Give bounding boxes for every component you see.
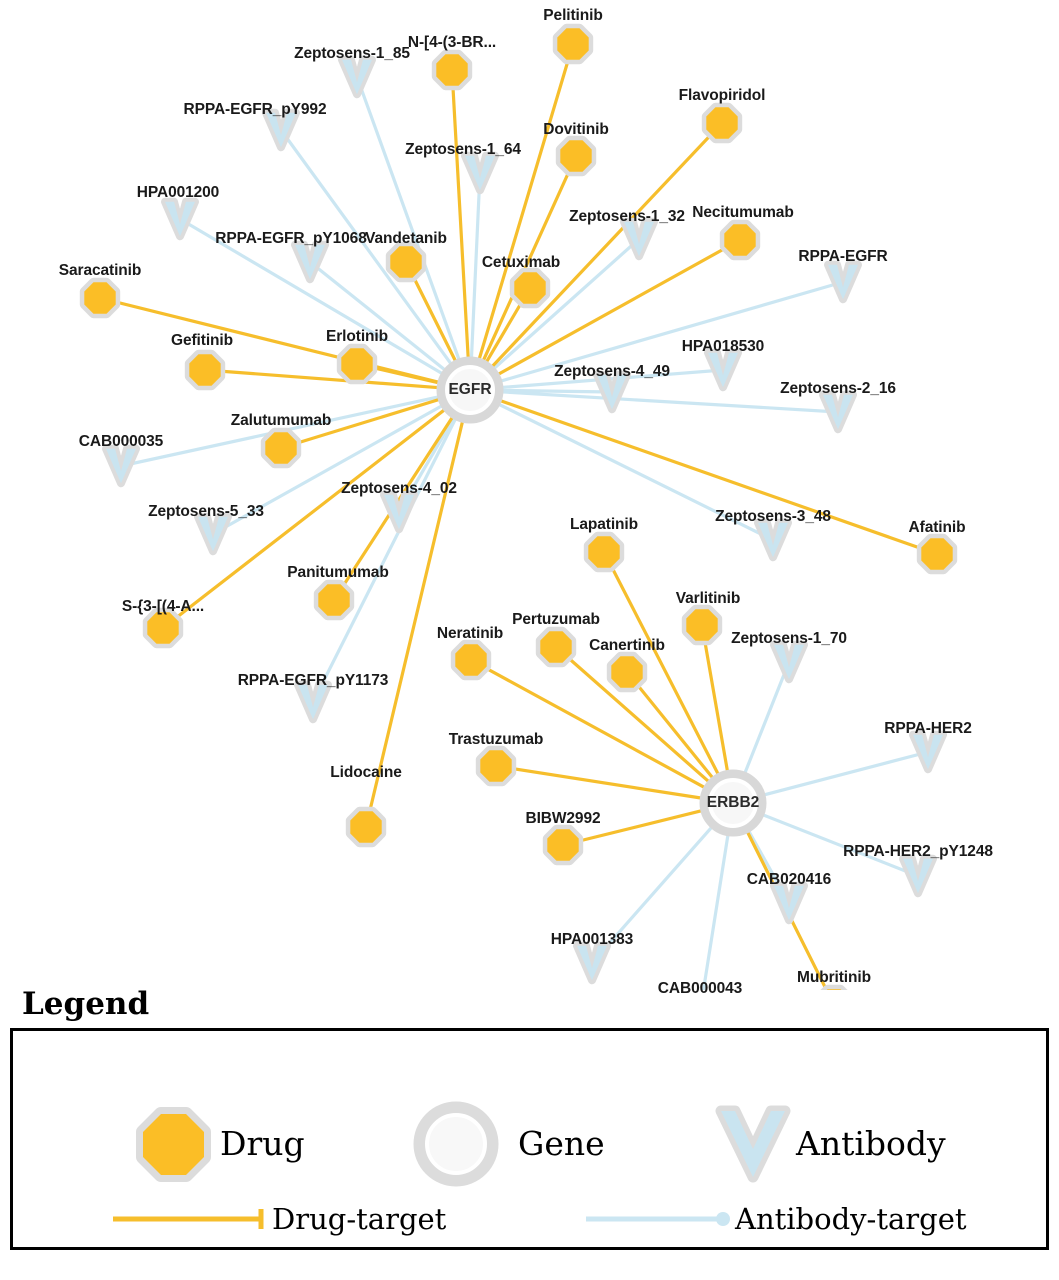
drug-shape xyxy=(265,432,296,463)
antibody-node[interactable] xyxy=(823,395,853,430)
drug-label: Lidocaine xyxy=(330,764,402,781)
edge-drug-target xyxy=(495,399,937,554)
legend-drug-edge xyxy=(113,1209,261,1229)
drug-label: Panitumumab xyxy=(287,564,389,581)
antibody-node[interactable] xyxy=(758,523,788,558)
antibody-label: CAB000035 xyxy=(78,433,164,450)
antibody-label: CAB020416 xyxy=(746,871,832,888)
drug-node[interactable] xyxy=(436,54,467,85)
legend-label-gene: Gene xyxy=(518,1124,605,1163)
drug-node[interactable] xyxy=(540,631,571,662)
antibody-node[interactable] xyxy=(903,859,933,894)
drug-label: N-[4-(3-BR... xyxy=(407,34,497,51)
drug-label: Neratinib xyxy=(436,625,504,642)
drug-shape xyxy=(341,348,372,379)
drug-node[interactable] xyxy=(147,612,178,643)
antibody-node[interactable] xyxy=(165,202,195,237)
drug-label: Zalutumumab xyxy=(230,412,332,429)
legend-label-drug: Drug xyxy=(220,1124,305,1163)
drug-shape xyxy=(147,612,178,643)
drug-shape xyxy=(455,644,486,675)
antibody-label: Zeptosens-1_70 xyxy=(731,630,847,647)
edge-drug-target xyxy=(702,625,729,777)
drug-node[interactable] xyxy=(480,750,511,781)
drug-label: Flavopiridol xyxy=(678,87,766,104)
edge-drug-target xyxy=(205,370,444,388)
drug-label: Pertuzumab xyxy=(512,611,600,628)
antibody-label: HPA018530 xyxy=(681,338,765,355)
drug-shape xyxy=(706,107,737,138)
edge-antibody-target xyxy=(471,173,480,364)
legend-antibody-icon xyxy=(721,1111,785,1177)
antibody-label: RPPA-EGFR_pY992 xyxy=(183,101,327,118)
drug-shape xyxy=(686,609,717,640)
antibody-node[interactable] xyxy=(577,946,607,981)
drug-label: Cetuximab xyxy=(481,254,561,271)
antibody-label: CAB000043 xyxy=(657,980,743,997)
antibody-label: RPPA-HER2_pY1248 xyxy=(843,843,993,860)
antibody-label: RPPA-EGFR_pY1068 xyxy=(215,230,367,247)
legend-box xyxy=(10,1028,1049,1250)
drug-node[interactable] xyxy=(84,282,115,313)
drug-node[interactable] xyxy=(455,644,486,675)
antibody-label: Zeptosens-2_16 xyxy=(780,380,896,397)
drug-shape xyxy=(189,354,220,385)
edge-antibody-target xyxy=(758,752,928,796)
drug-node[interactable] xyxy=(686,609,717,640)
drug-shape xyxy=(540,631,571,662)
antibody-label: HPA001383 xyxy=(550,931,634,948)
antibody-node[interactable] xyxy=(198,517,228,552)
drug-label: Dovitinib xyxy=(543,121,609,138)
drug-label: Canertinib xyxy=(589,637,665,654)
drug-shape xyxy=(921,538,952,569)
legend-label-antibody-target: Antibody-target xyxy=(735,1202,967,1236)
drug-label: Varlitinib xyxy=(675,590,741,607)
antibody-node[interactable] xyxy=(913,735,943,770)
drug-shape xyxy=(588,536,619,567)
drug-label: BIBW2992 xyxy=(525,810,601,827)
antibody-node[interactable] xyxy=(342,60,372,95)
legend-label-drug-target: Drug-target xyxy=(272,1202,447,1236)
antibody-label: Zeptosens-4_49 xyxy=(554,363,670,380)
drug-shape xyxy=(480,750,511,781)
drug-node[interactable] xyxy=(265,432,296,463)
antibody-node[interactable] xyxy=(708,353,738,388)
antibody-node[interactable] xyxy=(295,245,325,280)
drug-node[interactable] xyxy=(724,224,755,255)
drug-shape xyxy=(514,272,545,303)
drug-shape xyxy=(350,811,381,842)
drug-node[interactable] xyxy=(547,829,578,860)
gene-label: EGFR xyxy=(448,381,492,398)
antibody-label: RPPA-EGFR_pY1173 xyxy=(237,672,389,689)
drug-node[interactable] xyxy=(921,538,952,569)
drug-label: Lapatinib xyxy=(570,516,638,533)
drug-node[interactable] xyxy=(560,140,591,171)
antibody-label: Zeptosens-4_02 xyxy=(341,480,457,497)
antibody-node[interactable] xyxy=(465,156,495,191)
legend-antibody-edge xyxy=(586,1212,730,1226)
antibody-label: RPPA-HER2 xyxy=(884,720,972,737)
drug-node[interactable] xyxy=(557,28,588,59)
drug-label: Erlotinib xyxy=(326,328,388,345)
antibody-node[interactable] xyxy=(774,886,804,921)
antibody-node[interactable] xyxy=(774,645,804,680)
antibody-label: Zeptosens-1_64 xyxy=(405,141,521,158)
edge-antibody-target xyxy=(700,829,729,990)
drug-node[interactable] xyxy=(350,811,381,842)
drug-node[interactable] xyxy=(318,584,349,615)
drug-label: Trastuzumab xyxy=(448,731,544,748)
drug-shape xyxy=(84,282,115,313)
drug-label: Vandetanib xyxy=(365,230,447,247)
drug-shape xyxy=(560,140,591,171)
drug-label: Afatinib xyxy=(908,519,966,536)
drug-node[interactable] xyxy=(514,272,545,303)
drug-shape xyxy=(318,584,349,615)
drug-node[interactable] xyxy=(588,536,619,567)
antibody-node[interactable] xyxy=(106,449,136,484)
legend-gene-icon xyxy=(420,1108,492,1180)
edge-drug-target xyxy=(477,44,573,365)
drug-label: Necitumumab xyxy=(692,204,794,221)
drug-label: Gefitinib xyxy=(171,332,233,349)
edge-antibody-target xyxy=(743,662,789,779)
antibody-label: Zeptosens-1_85 xyxy=(294,45,410,62)
drug-label: Mubritinib xyxy=(797,969,871,986)
gene-label: ERBB2 xyxy=(706,794,760,811)
drug-node[interactable] xyxy=(390,246,421,277)
antibody-label: Zeptosens-5_33 xyxy=(148,503,264,520)
edge-antibody-target xyxy=(357,77,461,366)
drug-node[interactable] xyxy=(706,107,737,138)
legend-label-antibody: Antibody xyxy=(796,1124,946,1163)
antibody-node[interactable] xyxy=(828,265,858,300)
drug-node[interactable] xyxy=(341,348,372,379)
antibody-label: RPPA-EGFR xyxy=(798,248,888,265)
legend-title: Legend xyxy=(22,986,150,1022)
drug-shape xyxy=(611,656,642,687)
antibody-label: HPA001200 xyxy=(136,184,220,201)
drug-label: S-{3-[(4-A... xyxy=(121,598,205,615)
antibody-label: Zeptosens-3_48 xyxy=(715,508,831,525)
edge-drug-target xyxy=(488,123,722,371)
antibody-node[interactable] xyxy=(624,222,654,257)
drug-label: Saracatinib xyxy=(58,262,142,279)
legend-drug-icon xyxy=(143,1114,204,1175)
drug-shape xyxy=(557,28,588,59)
drug-shape xyxy=(547,829,578,860)
drug-shape xyxy=(436,54,467,85)
edge-drug-target xyxy=(627,672,717,783)
antibody-label: Zeptosens-1_32 xyxy=(569,208,685,225)
drug-label: Pelitinib xyxy=(543,7,603,24)
drug-node[interactable] xyxy=(611,656,642,687)
drug-shape xyxy=(724,224,755,255)
drug-shape xyxy=(390,246,421,277)
drug-node[interactable] xyxy=(189,354,220,385)
edge-drug-target xyxy=(452,70,469,364)
legend xyxy=(0,986,1059,1250)
